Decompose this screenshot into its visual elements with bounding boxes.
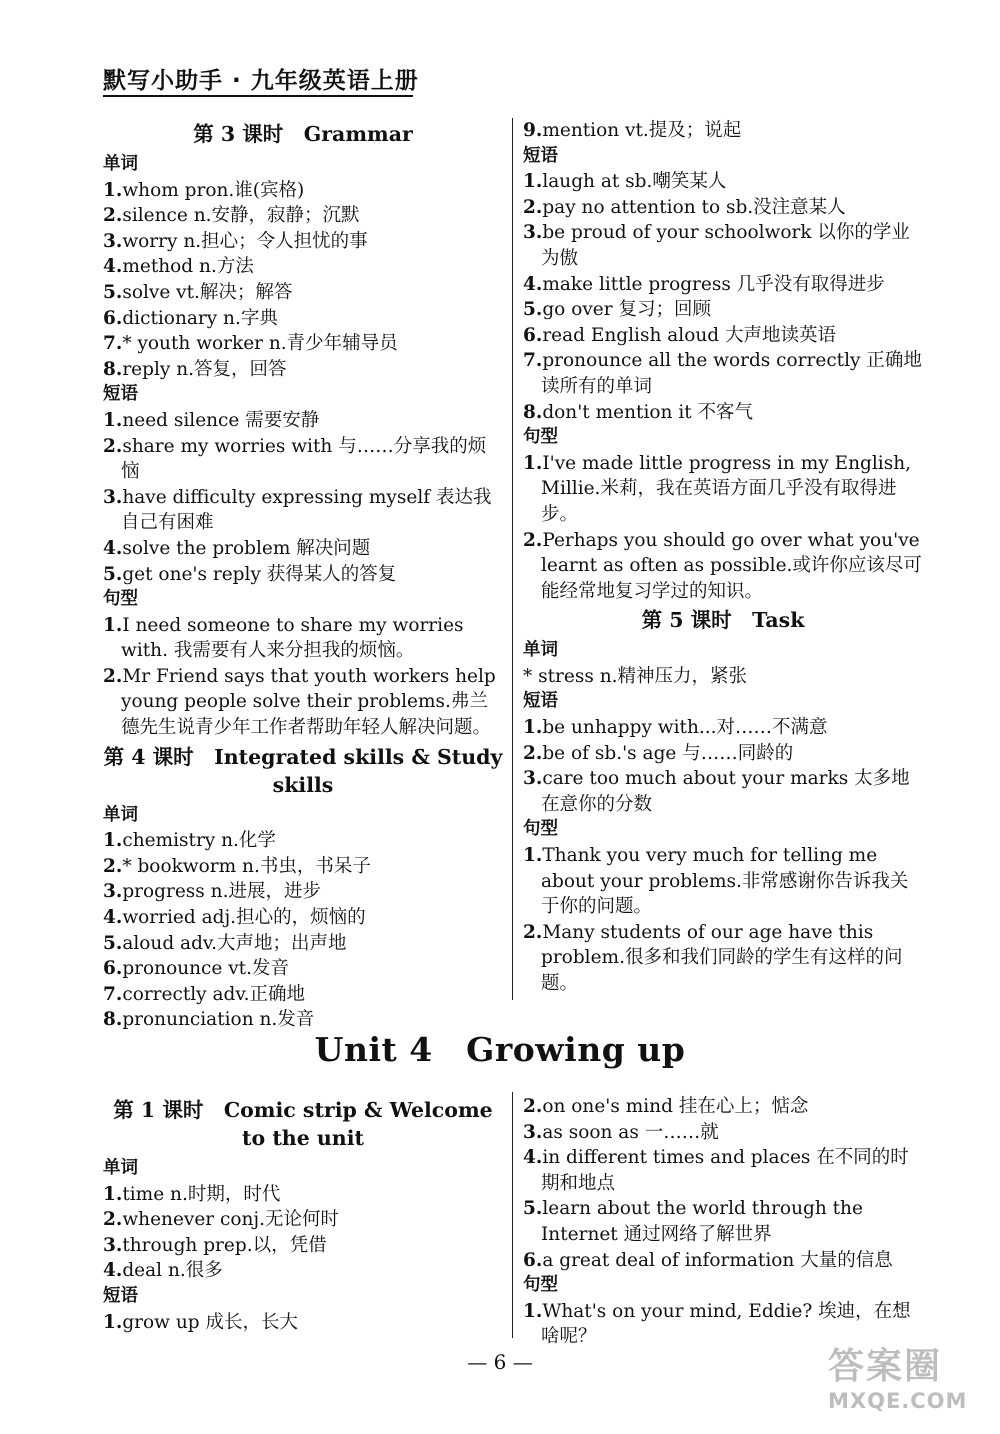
- item-number: 6.: [523, 1249, 543, 1271]
- vocab-item: [523, 400, 923, 426]
- vocab-item: [523, 1145, 923, 1196]
- item-text: be of sb.'s age 与……同龄的: [542, 742, 794, 764]
- item-number: 3.: [523, 222, 543, 244]
- item-text: worry n.担心；令人担忧的事: [122, 230, 368, 252]
- vocab-item: [103, 664, 503, 741]
- item-text: What's on your mind, Eddie? 埃迪，在想啥呢？: [541, 1300, 911, 1348]
- item-text: need silence 需要安静: [122, 409, 320, 431]
- vocab-item: [103, 1207, 503, 1233]
- vocab-item: [103, 280, 503, 306]
- item-text: read English aloud 大声地读英语: [542, 324, 836, 346]
- item-number: 1.: [103, 1183, 123, 1205]
- column-divider-lower: [512, 1092, 513, 1338]
- item-text: Mr Friend says that youth workers help young people solve their problems.弗兰德先生说青少年工作者帮助年轻人解决问题。: [121, 665, 496, 739]
- item-number: 7.: [103, 333, 123, 355]
- section-heading: 短语: [103, 384, 138, 405]
- item-text: pay no attention to sb.没注意某人: [542, 196, 846, 218]
- item-number: 2.: [103, 205, 123, 227]
- page-number: — 6 —: [467, 1350, 533, 1374]
- vocab-item: [523, 348, 923, 399]
- vocab-item: [103, 1182, 503, 1208]
- vocab-item: [523, 1120, 923, 1146]
- item-text: grow up 成长，长大: [122, 1311, 299, 1333]
- vocab-item: [523, 220, 923, 271]
- vocab-item: [523, 1196, 923, 1247]
- item-number: 9.: [523, 120, 543, 141]
- item-text: go over 复习；回顾: [542, 299, 711, 321]
- item-number: 1.: [103, 614, 123, 636]
- item-number: 2.: [103, 435, 123, 457]
- section-heading: 单词: [103, 1158, 138, 1178]
- item-number: 6.: [523, 324, 543, 346]
- vocab-item: [523, 169, 923, 195]
- book-header: 默写小助手 · 九年级英语上册: [103, 68, 419, 94]
- vocab-item: [523, 1248, 923, 1274]
- item-number: 3.: [103, 881, 123, 903]
- item-number: 3.: [103, 486, 123, 508]
- vocab-item: [103, 306, 503, 332]
- vocab-item: [103, 203, 503, 229]
- vocab-item: [103, 613, 503, 664]
- item-text: reply n.答复，回答: [122, 358, 287, 380]
- vocab-item: [103, 982, 503, 1008]
- item-number: 1.: [523, 717, 543, 739]
- item-text: silence n.安静，寂静；沉默: [122, 205, 360, 227]
- lesson-title: 第 4 课时 Integrated skills & Study skills: [103, 744, 503, 797]
- item-text: * stress n.精神压力，紧张: [523, 665, 748, 687]
- vocab-item: [103, 956, 503, 982]
- column-divider: [512, 118, 513, 1000]
- item-text: on one's mind 挂在心上；惦念: [542, 1096, 809, 1117]
- watermark-logo: [828, 1338, 978, 1416]
- item-number: 2.: [103, 1209, 123, 1231]
- item-text: pronounce all the words correctly 正确地读所有的单词: [541, 350, 922, 397]
- unit-title: Unit 4 Growing up: [314, 1030, 686, 1069]
- item-text: aloud adv.大声地；出声地: [122, 932, 347, 954]
- vocab-item: [103, 331, 503, 357]
- item-number: 5.: [103, 932, 123, 954]
- vocab-item: [523, 297, 923, 323]
- section-heading: 短语: [523, 145, 558, 166]
- vocab-item: [523, 715, 923, 741]
- item-number: 1.: [523, 845, 543, 867]
- vocab-item: [523, 920, 923, 997]
- item-number: 6.: [103, 958, 123, 980]
- item-number: 8.: [103, 1009, 123, 1031]
- unit4-left-column: [103, 1094, 503, 1335]
- item-number: 1.: [103, 409, 123, 431]
- vocab-item: [103, 905, 503, 931]
- item-number: 3.: [103, 230, 123, 252]
- vocab-item: [103, 229, 503, 255]
- item-number: 2.: [103, 665, 123, 687]
- item-number: 5.: [103, 563, 123, 585]
- item-number: 5.: [523, 1198, 543, 1220]
- vocab-item: [523, 195, 923, 221]
- item-text: pronounce vt.发音: [122, 958, 289, 980]
- vocab-item: [523, 843, 923, 920]
- item-number: 5.: [103, 281, 123, 303]
- lesson-title: 第 1 课时 Comic strip & Welcome to the unit: [113, 1098, 493, 1150]
- item-text: I've made little progress in my English, Millie.米莉，我在英语方面几乎没有取得进步。: [541, 452, 911, 525]
- section-heading: 单词: [523, 640, 558, 661]
- section-heading: 句型: [523, 1275, 558, 1296]
- item-text: Many students of our age have this problem.很多和我们同龄的学生有这样的问题。: [541, 921, 903, 994]
- item-text: get one's reply 获得某人的答复: [122, 563, 397, 585]
- vocab-item: [523, 118, 923, 144]
- item-text: solve vt.解决；解答: [122, 281, 293, 303]
- item-number: 7.: [103, 983, 123, 1005]
- vocab-item: [103, 357, 503, 383]
- item-number: 1.: [103, 179, 123, 201]
- item-text: a great deal of information 大量的信息: [542, 1249, 893, 1271]
- item-text: don't mention it 不客气: [542, 401, 754, 423]
- vocab-item: [523, 272, 923, 298]
- vocab-item: [523, 741, 923, 767]
- vocab-item: [103, 1310, 503, 1336]
- vocab-item: [523, 528, 923, 605]
- vocab-item: [103, 562, 503, 588]
- vocab-item: [103, 485, 503, 536]
- vocab-item: [103, 1258, 503, 1284]
- item-number: 4.: [523, 273, 543, 295]
- item-number: 2.: [523, 529, 543, 551]
- item-number: 7.: [523, 350, 543, 372]
- item-number: 4.: [103, 537, 123, 559]
- item-number: 2.: [103, 855, 123, 877]
- item-number: 3.: [523, 768, 543, 790]
- item-text: correctly adv.正确地: [122, 983, 306, 1005]
- vocab-item: [523, 323, 923, 349]
- lesson-title: 第 5 课时 Task: [641, 608, 805, 633]
- item-number: 1.: [103, 1311, 123, 1333]
- lesson-title: 第 3 课时 Grammar: [193, 122, 413, 146]
- item-text: learn about the world through the Internet 通过网络了解世界: [541, 1198, 863, 1245]
- vocab-item: [103, 854, 503, 880]
- item-text: as soon as 一……就: [542, 1121, 719, 1143]
- section-heading: 句型: [103, 589, 138, 610]
- section-heading: 短语: [103, 1285, 138, 1306]
- item-number: 1.: [523, 171, 543, 193]
- item-number: 3.: [523, 1121, 543, 1143]
- unit4-right-column: [523, 1094, 923, 1350]
- watermark-logo-text: 答案圈: [828, 1346, 943, 1387]
- item-number: 3.: [103, 1234, 123, 1256]
- item-number: 4.: [523, 1147, 543, 1169]
- vocab-item: [103, 1233, 503, 1259]
- item-number: 8.: [103, 358, 123, 380]
- item-text: * youth worker n.青少年辅导员: [122, 333, 398, 355]
- item-number: 1.: [523, 1300, 543, 1322]
- item-text: chemistry n.化学: [122, 830, 276, 852]
- item-text: deal n.很多: [122, 1260, 223, 1282]
- left-column: [103, 118, 503, 1033]
- item-text: worried adj.担心的，烦恼的: [122, 907, 366, 929]
- item-text: solve the problem 解决问题: [122, 537, 371, 559]
- item-text: care too much about your marks 太多地在意你的分数: [541, 768, 910, 815]
- item-number: 2.: [523, 921, 543, 943]
- section-heading: 句型: [523, 819, 558, 840]
- section-heading: 短语: [523, 691, 558, 712]
- vocab-item: [523, 664, 923, 690]
- vocab-item: [103, 536, 503, 562]
- item-text: make little progress 几乎没有取得进步: [542, 273, 885, 295]
- vocab-item: [103, 408, 503, 434]
- item-number: 6.: [103, 307, 123, 329]
- item-number: 8.: [523, 401, 543, 423]
- vocab-item: [523, 451, 923, 528]
- item-text: I need someone to share my worries with. 我需要有人来分担我的烦恼。: [121, 614, 464, 662]
- section-heading: 句型: [523, 427, 558, 448]
- item-number: 1.: [103, 830, 123, 852]
- section-heading: 单词: [103, 154, 138, 174]
- item-text: have difficulty expressing myself 表达我自己有困难: [121, 486, 492, 534]
- item-text: be unhappy with...对……不满意: [542, 717, 828, 739]
- item-number: 1.: [523, 452, 543, 474]
- item-text: Thank you very much for telling me about your problems.非常感谢你告诉我关于你的问题。: [541, 845, 909, 918]
- item-text: progress n.进展，进步: [122, 881, 321, 903]
- item-text: share my worries with 与……分享我的烦恼: [121, 435, 487, 483]
- vocab-item: [103, 879, 503, 905]
- item-text: time n.时期，时代: [122, 1183, 281, 1205]
- item-number: 4.: [103, 907, 123, 929]
- item-text: be proud of your schoolwork 以你的学业为傲: [541, 222, 910, 269]
- item-number: 4.: [103, 1260, 123, 1282]
- item-text: mention vt.提及；说起: [542, 120, 742, 141]
- item-text: * bookworm n.书虫，书呆子: [122, 855, 371, 877]
- vocab-item: [103, 931, 503, 957]
- item-text: in different times and places 在不同的时期和地点: [541, 1147, 909, 1194]
- item-text: laugh at sb.嘲笑某人: [542, 171, 727, 193]
- item-text: method n.方法: [122, 256, 254, 278]
- item-text: whenever conj.无论何时: [122, 1209, 340, 1231]
- item-text: pronunciation n.发音: [122, 1009, 315, 1031]
- vocab-item: [103, 178, 503, 204]
- item-number: 2.: [523, 742, 543, 764]
- item-text: dictionary n.字典: [122, 307, 278, 329]
- watermark-url: MXQE.COM: [828, 1389, 968, 1413]
- item-number: 2.: [523, 1096, 543, 1117]
- item-number: 5.: [523, 299, 543, 321]
- vocab-item: [523, 1094, 923, 1120]
- item-text: through prep.以，凭借: [122, 1234, 327, 1256]
- item-number: 4.: [103, 256, 123, 278]
- item-text: whom pron.谁(宾格): [122, 179, 305, 201]
- header-underline: [103, 95, 413, 97]
- vocab-item: [103, 434, 503, 485]
- vocab-item: [523, 766, 923, 817]
- section-heading: 单词: [103, 804, 138, 825]
- vocab-item: [103, 254, 503, 280]
- vocab-item: [103, 828, 503, 854]
- item-text: Perhaps you should go over what you've learnt as often as possible.或许你应该尽可能经常地复习学过的知识。: [541, 529, 922, 602]
- right-column: [523, 118, 923, 997]
- item-number: 2.: [523, 196, 543, 218]
